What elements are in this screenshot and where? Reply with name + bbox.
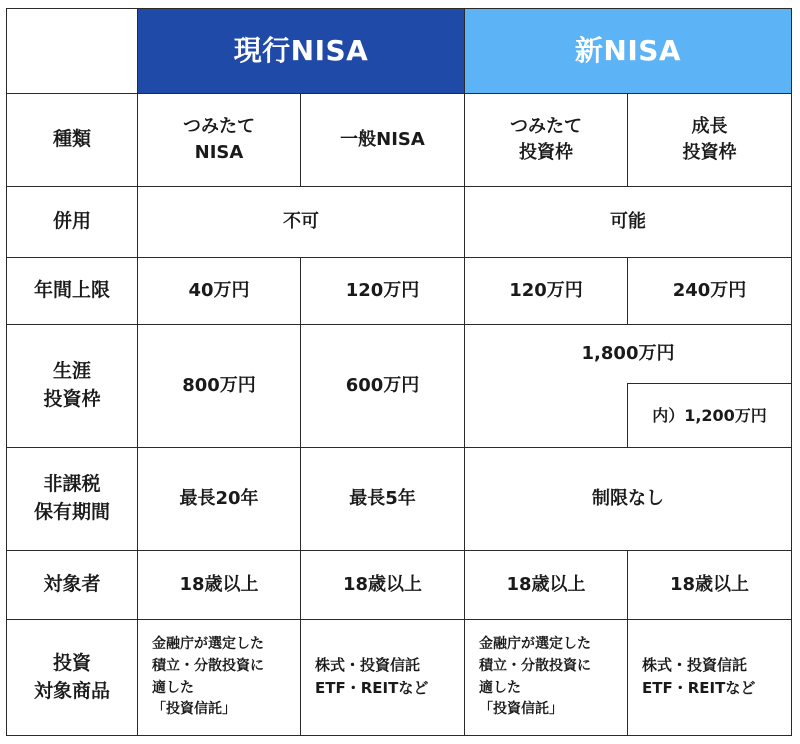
type-new-tsumitate-line1: つみたて <box>510 115 582 137</box>
lifetime-new-growth: 内）1,200万円 <box>628 384 792 448</box>
products-current-tsumitate-text <box>138 634 264 721</box>
header-row <box>7 9 792 94</box>
products-new-tsumitate-line3: 適した <box>479 679 521 696</box>
type-current-tsumitate-line1: つみたて <box>183 115 255 137</box>
combined-current: 不可 <box>138 187 465 258</box>
products-new-growth-line2: ETF・REITなど <box>642 679 756 698</box>
period-label-line1: 非課税 <box>43 473 101 496</box>
annual-row <box>7 258 792 325</box>
products-label <box>7 620 138 736</box>
products-new-tsumitate <box>465 620 628 736</box>
period-label-line2: 保有期間 <box>33 501 110 523</box>
products-new-tsumitate-line2: 積立・分散投資に <box>479 657 591 674</box>
products-current-general <box>301 620 465 736</box>
type-new-growth <box>628 94 792 187</box>
products-current-tsumitate-line4: 「投資信託」 <box>152 701 236 718</box>
period-current-general: 最長5年 <box>301 448 465 551</box>
type-label: 種類 <box>7 94 138 187</box>
eligible-label: 対象者 <box>7 551 138 620</box>
type-new-tsumitate-line2: 投資枠 <box>519 142 573 163</box>
products-new-growth <box>628 620 792 736</box>
products-row <box>7 620 792 736</box>
products-current-general-line1: 株式・投資信託 <box>315 656 421 675</box>
lifetime-current-general: 600万円 <box>301 325 465 448</box>
type-new-growth-line1: 成長 <box>691 115 728 137</box>
products-new-growth-line1: 株式・投資信託 <box>642 656 748 675</box>
products-new-growth-text <box>628 654 755 701</box>
period-current-tsumitate: 最長20年 <box>138 448 301 551</box>
combined-label: 併用 <box>7 187 138 258</box>
type-new-tsumitate <box>465 94 628 187</box>
period-new: 制限なし <box>465 448 792 551</box>
lifetime-row-top <box>7 325 792 384</box>
eligible-current-general: 18歳以上 <box>301 551 465 620</box>
products-label-line2: 対象商品 <box>33 679 110 702</box>
eligible-new-tsumitate: 18歳以上 <box>465 551 628 620</box>
annual-new-tsumitate: 120万円 <box>465 258 628 325</box>
lifetime-label <box>7 325 138 448</box>
eligible-current-tsumitate: 18歳以上 <box>138 551 301 620</box>
type-new-growth-line2: 投資枠 <box>682 142 737 163</box>
corner-cell <box>7 9 138 94</box>
period-row <box>7 448 792 551</box>
products-new-tsumitate-text <box>465 634 591 721</box>
type-current-tsumitate <box>138 94 301 187</box>
nisa-comparison-table <box>6 8 792 736</box>
products-current-tsumitate <box>138 620 301 736</box>
products-current-general-line2: ETF・REITなど <box>315 679 429 698</box>
annual-label: 年間上限 <box>7 258 138 325</box>
lifetime-label-line1: 生涯 <box>52 360 91 383</box>
period-label <box>7 448 138 551</box>
products-label-line1: 投資 <box>52 651 91 674</box>
products-new-tsumitate-line1: 金融庁が選定した <box>479 636 591 653</box>
annual-current-tsumitate: 40万円 <box>138 258 301 325</box>
eligible-new-growth: 18歳以上 <box>628 551 792 620</box>
lifetime-new-total: 1,800万円 <box>465 325 792 384</box>
type-current-general: 一般NISA <box>301 94 465 187</box>
nisa-comparison-table-wrap <box>6 8 792 736</box>
products-current-general-text <box>301 654 428 701</box>
eligible-row <box>7 551 792 620</box>
annual-current-general: 120万円 <box>301 258 465 325</box>
lifetime-current-tsumitate: 800万円 <box>138 325 301 448</box>
lifetime-new-empty <box>465 384 628 448</box>
annual-new-growth: 240万円 <box>628 258 792 325</box>
products-new-tsumitate-line4: 「投資信託」 <box>479 701 563 718</box>
products-current-tsumitate-line2: 積立・分散投資に <box>152 657 264 674</box>
products-current-tsumitate-line1: 金融庁が選定した <box>152 636 264 653</box>
combined-row <box>7 187 792 258</box>
type-current-tsumitate-line2: NISA <box>194 142 244 163</box>
type-row <box>7 94 792 187</box>
new-nisa-header: 新NISA <box>465 9 792 94</box>
lifetime-label-line2: 投資枠 <box>43 388 101 410</box>
combined-new: 可能 <box>465 187 792 258</box>
products-current-tsumitate-line3: 適した <box>152 679 194 696</box>
current-nisa-header: 現行NISA <box>138 9 465 94</box>
